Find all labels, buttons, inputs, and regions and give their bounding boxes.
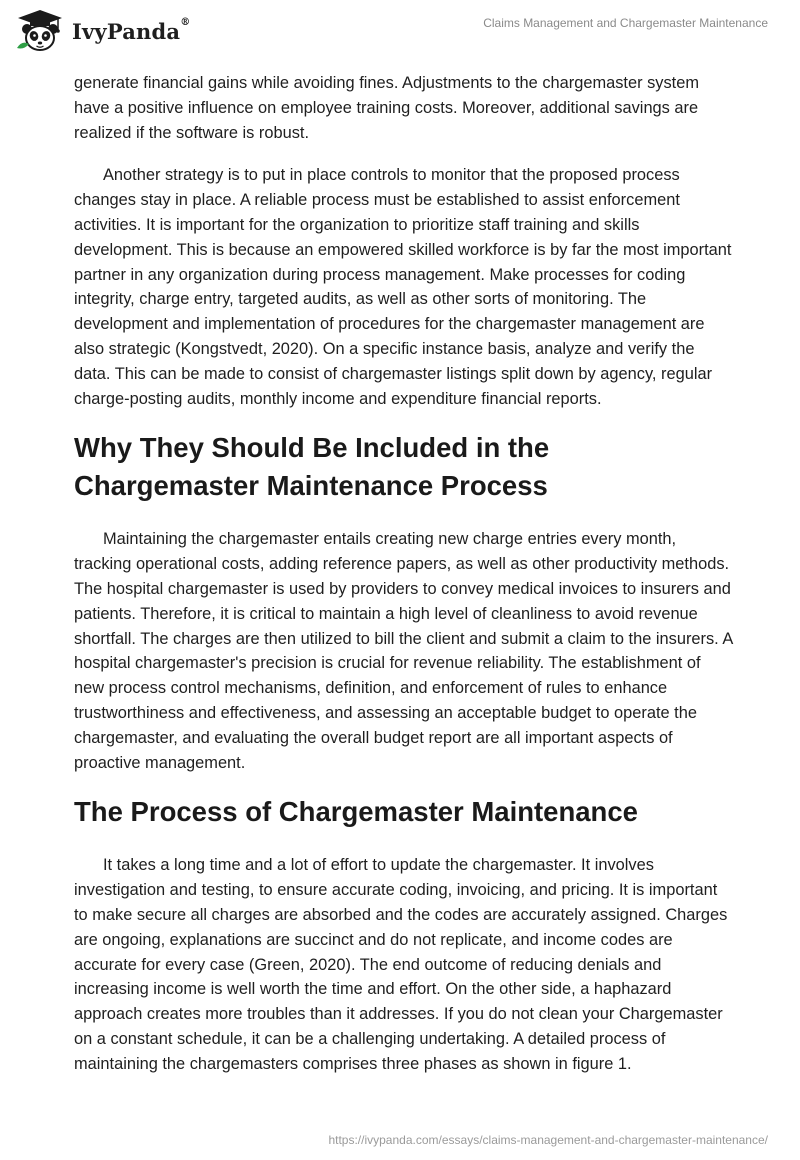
ivypanda-logo[interactable] [14, 8, 190, 54]
paragraph: It takes a long time and a lot of effort to update the chargemaster. It involves investigation and testing, to ensure accurate coding, invoicing, and pricing. It is important to make secure all charges are absorbed and the codes are accurately assigned. Charges are ongoing, explanations are succinct and do not replicate, and income codes are accurate for every case (Green, 2020). The end outcome of reducing denials and increasing income is well worth the time and effort. On the other side, a haphazard approach creates more troubles than it addresses. If you do not clean your Chargemaster on a constant schedule, it can be a challenging undertaking. A detailed process of maintaining the chargemasters comprises three phases as shown in figure 1. [74, 856, 728, 1073]
essay-content [74, 71, 734, 1095]
registered-mark: ® [180, 16, 191, 28]
document-title: Claims Management and Chargemaster Maintenance [483, 16, 768, 30]
page-header [0, 0, 800, 70]
section-heading: Why They Should Be Included in the Chargemaster Maintenance Process [74, 432, 550, 502]
source-url[interactable]: https://ivypanda.com/essays/claims-management-and-chargemaster-maintenance/ [328, 1133, 768, 1147]
paragraph: generate financial gains while avoiding fines. Adjustments to the chargemaster system have a positive influence on employee training costs. Moreover, additional savings are realized if the software is robust. [74, 74, 700, 142]
paragraph: Maintaining the chargemaster entails creating new charge entries every month, tracking operational costs, adding reference papers, as well as other productivity methods. The hospital chargemaster is used by providers to convey medical invoices to insurers and patients. Therefore, it is critical to maintain a high level of cleanliness to avoid revenue shortfall. The charges are then utilized to bill the client and submit a claim to the insurers. A hospital chargemaster's precision is crucial for revenue reliability. The establishment of new process control mechanisms, definition, and enforcement of rules to enhance trustworthiness and effectiveness, and assessing an acceptable budget to operate the chargemaster, and evaluating the overall budget report are all important aspects of proactive management. [74, 530, 733, 772]
logo-text: IvyPanda® [72, 16, 191, 44]
paragraph: Another strategy is to put in place controls to monitor that the proposed process changes stay in place. A reliable process must be established to assist enforcement activities. It is important for the organization to prioritize staff training and skills development. This is because an empowered skilled workforce is by far the most important partner in any organization during process management. Make processes for coding integrity, charge entry, targeted audits, as well as other sorts of monitoring. The development and implementation of procedures for the chargemaster management are also strategic (Kongstvedt, 2020). On a specific instance basis, analyze and verify the data. This can be made to consist of chargemaster listings split down by agency, regular charge-posting audits, monthly income and expenditure financial reports. [74, 166, 732, 408]
panda-logo-icon [14, 8, 66, 54]
section-heading: The Process of Chargemaster Maintenance [74, 796, 638, 828]
